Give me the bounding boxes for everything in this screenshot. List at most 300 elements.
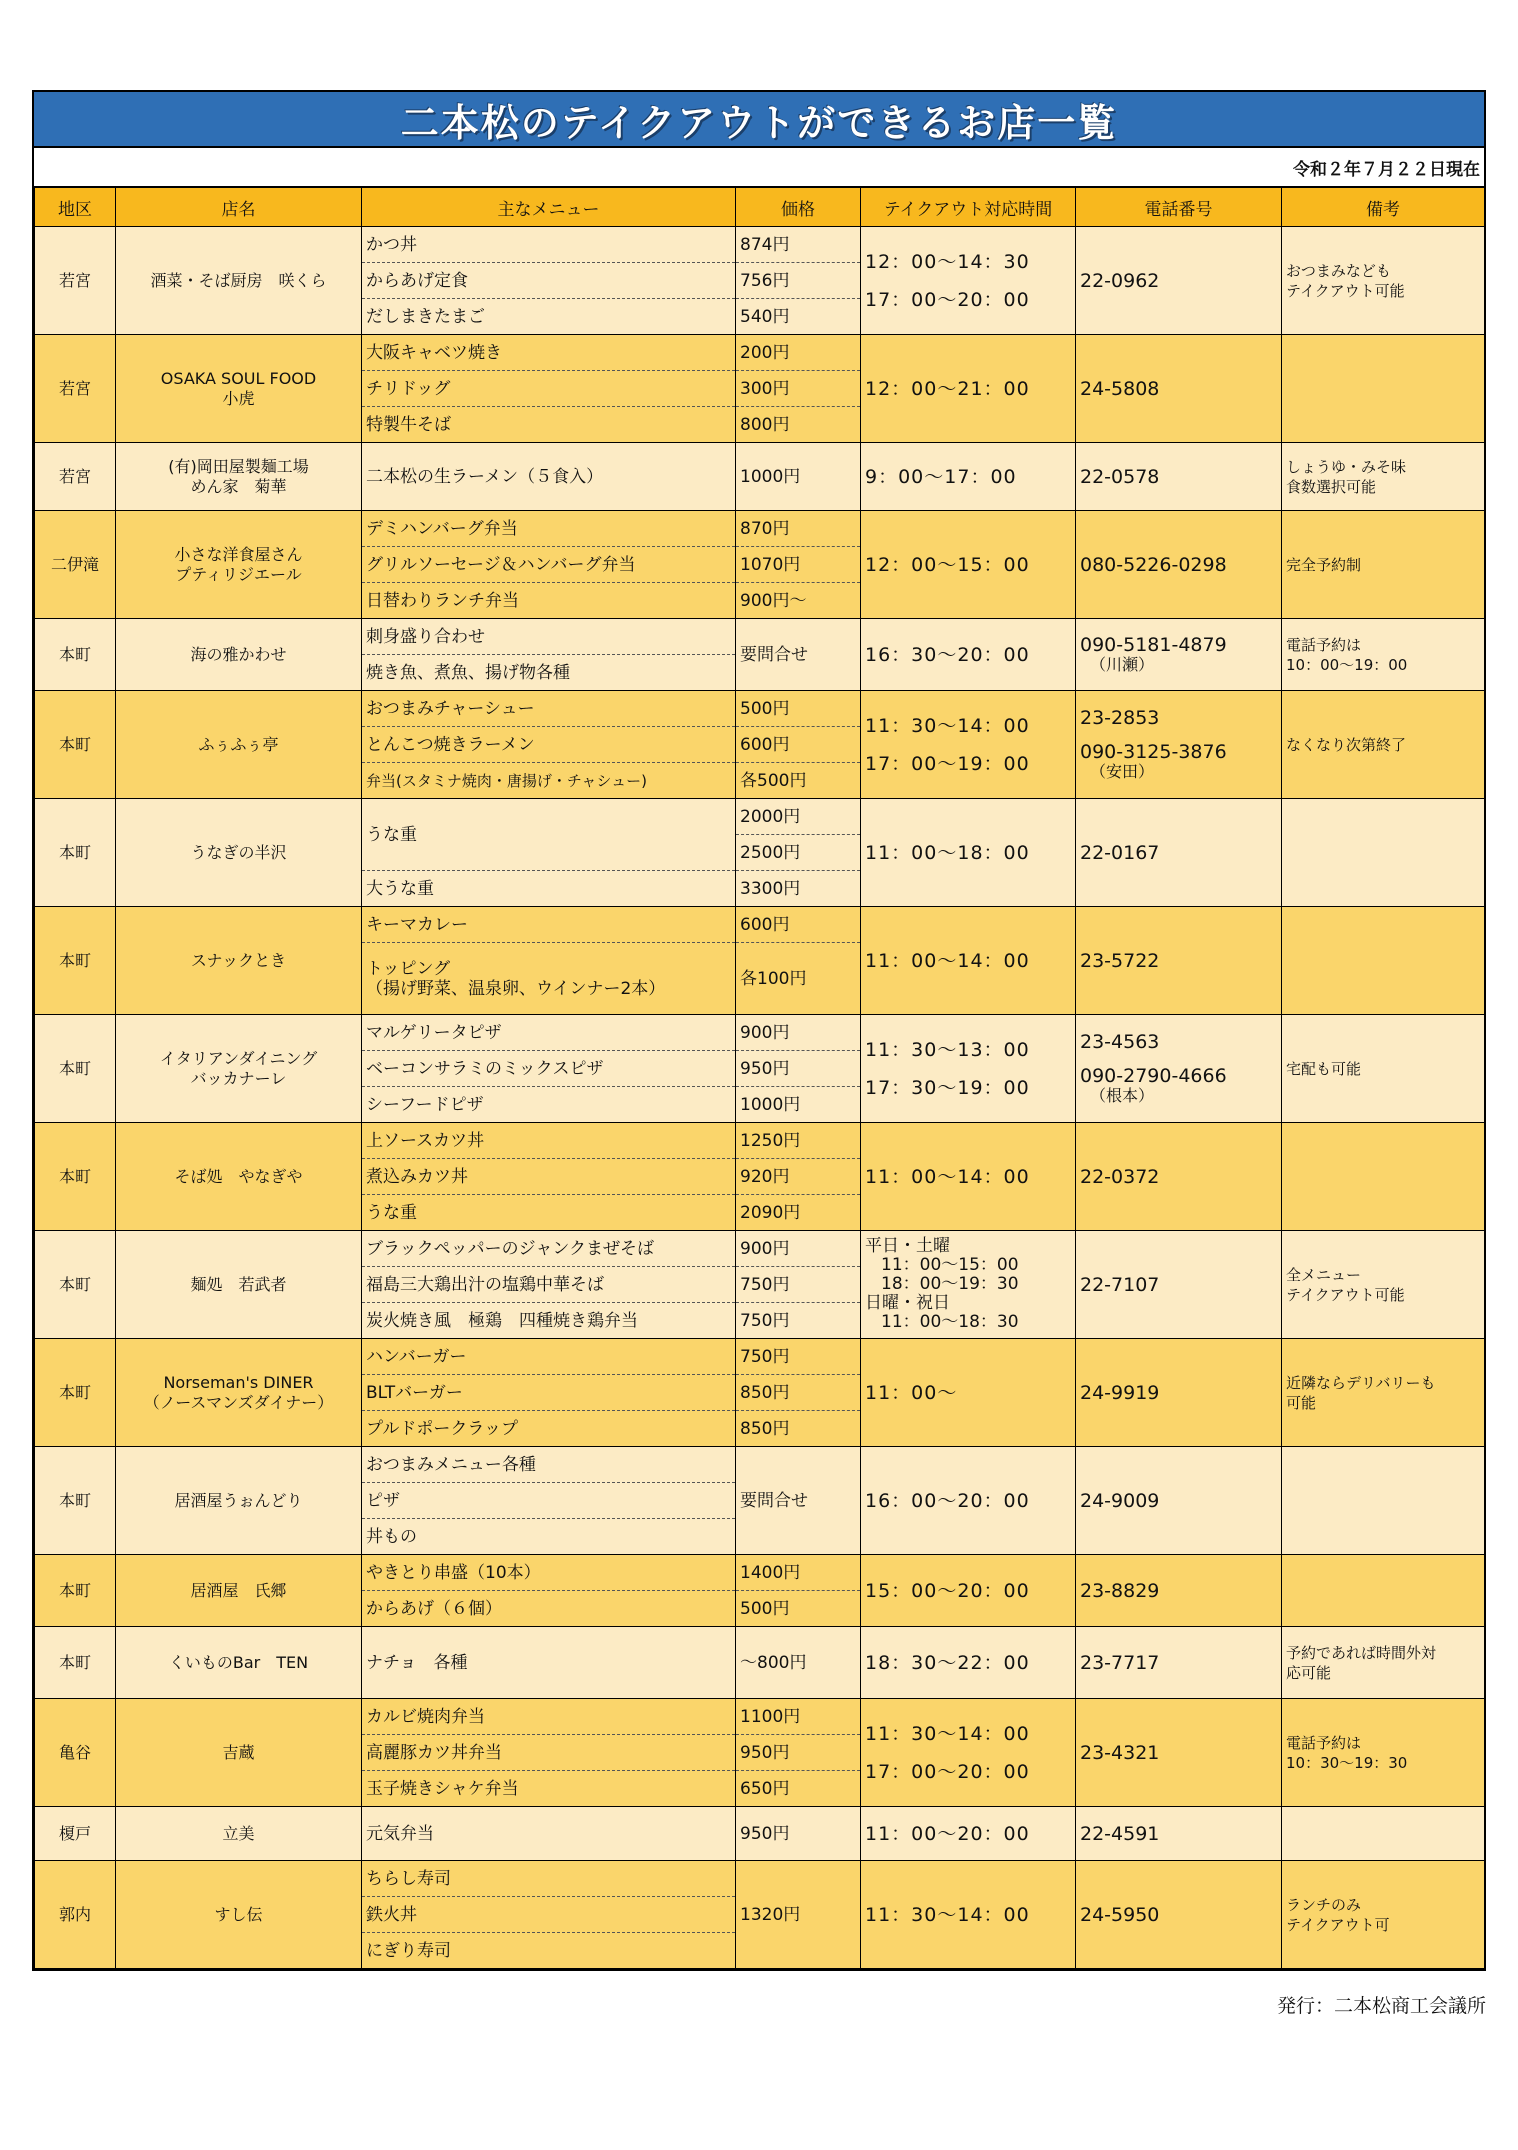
menu-item: ちらし寿司 (362, 1861, 736, 1897)
menu-item: からあげ定食 (362, 263, 736, 299)
notes-line: 全メニュー (1286, 1265, 1362, 1284)
phone-cell (1076, 1339, 1282, 1447)
hours-cell (861, 1627, 1076, 1699)
price-cell: ～800円 (736, 1627, 861, 1699)
shop-name-line: Norseman's DINER (163, 1372, 314, 1392)
shop-group (35, 335, 1485, 443)
menu-item: キーマカレー (362, 907, 736, 943)
shop-name-line: 小さな洋食屋さん (174, 544, 303, 564)
table-row (35, 799, 1485, 835)
area-cell: 本町 (35, 1123, 116, 1231)
table-row (35, 1447, 1485, 1483)
hours-line: 11：30～14：00 (865, 1903, 1030, 1926)
price-cell: 900円 (736, 1231, 861, 1267)
shop-name-line: ふぅふぅ亭 (198, 734, 279, 754)
header-shop-name: 店名 (116, 188, 362, 227)
date-row (34, 148, 1484, 187)
table-row (35, 691, 1485, 727)
notes-line: 電話予約は (1286, 1733, 1362, 1752)
shop-name-line: 麺処 若武者 (190, 1274, 287, 1294)
shop-name-cell (116, 1015, 362, 1123)
phone-cell (1076, 907, 1282, 1015)
area-cell: 若宮 (35, 443, 116, 511)
phone-line: 23-4321 (1080, 1741, 1160, 1764)
price-cell: 3300円 (736, 871, 861, 907)
phone-line: 23-7717 (1080, 1651, 1160, 1674)
menu-item: シーフードピザ (362, 1087, 736, 1123)
shop-name-line: くいものBar TEN (168, 1652, 309, 1672)
table-row (35, 443, 1485, 511)
table-row (35, 1123, 1485, 1159)
hours-cell (861, 1807, 1076, 1861)
phone-line: 23-2853 (1080, 706, 1160, 729)
hours-cell (861, 907, 1076, 1015)
phone-cell (1076, 1555, 1282, 1627)
notes-cell (1282, 443, 1485, 511)
hours-line: 9：00～17：00 (865, 465, 1017, 488)
hours-cell (861, 1447, 1076, 1555)
table-row (35, 227, 1485, 263)
price-cell: 920円 (736, 1159, 861, 1195)
phone-line: 24-9919 (1080, 1381, 1160, 1404)
title-text: 二本松のテイクアウトができるお店一覧 (400, 100, 1118, 145)
menu-item: 二本松の生ラーメン（５食入） (362, 443, 736, 511)
hours-line: 16：00～20：00 (865, 1489, 1030, 1512)
phone-cell (1076, 799, 1282, 907)
table-row (35, 511, 1485, 547)
hours-cell (861, 1861, 1076, 1969)
phone-line: 24-5950 (1080, 1903, 1160, 1926)
price-cell: 850円 (736, 1375, 861, 1411)
notes-cell (1282, 619, 1485, 691)
table-row (35, 1015, 1485, 1051)
menu-item: 玉子焼きシャケ弁当 (362, 1771, 736, 1807)
table-row (35, 1627, 1485, 1699)
table-row (35, 1555, 1485, 1591)
notes-cell (1282, 1699, 1485, 1807)
hours-cell (861, 691, 1076, 799)
shop-name-line: 酒菜・そば厨房 咲くら (150, 270, 327, 290)
notes-cell (1282, 1447, 1485, 1555)
phone-line: 22-0962 (1080, 269, 1160, 292)
shop-group (35, 1861, 1485, 1969)
menu-item: ピザ (362, 1483, 736, 1519)
notes-cell (1282, 907, 1485, 1015)
notes-cell (1282, 1861, 1485, 1969)
area-cell: 亀谷 (35, 1699, 116, 1807)
phone-cell (1076, 1807, 1282, 1861)
menu-item: ベーコンサラミのミックスピザ (362, 1051, 736, 1087)
hours-line: 15：00～20：00 (865, 1579, 1030, 1602)
hours-line: 11：00～ (865, 1381, 958, 1404)
notes-line: 宅配も可能 (1286, 1059, 1362, 1078)
phone-line: （川瀬） (1090, 654, 1155, 674)
hours-line: 17：30～19：00 (865, 1076, 1030, 1099)
shop-name-line: 海の雅かわせ (190, 644, 287, 664)
shop-group (35, 1627, 1485, 1699)
phone-line: （安田） (1090, 761, 1155, 781)
notes-line: テイクアウト可能 (1286, 281, 1405, 300)
menu-item: だしまきたまご (362, 299, 736, 335)
shop-name-line: イタリアンダイニング (159, 1048, 318, 1068)
phone-cell (1076, 1447, 1282, 1555)
area-cell: 二伊滝 (35, 511, 116, 619)
shop-name-line: めん家 菊華 (190, 476, 287, 496)
menu-item: 刺身盛り合わせ (362, 619, 736, 655)
menu-item: 大うな重 (362, 871, 736, 907)
price-cell: 300円 (736, 371, 861, 407)
phone-cell (1076, 1861, 1282, 1969)
header-row (35, 188, 1485, 227)
shop-name-cell (116, 443, 362, 511)
price-cell: 1000円 (736, 1087, 861, 1123)
hours-cell (861, 335, 1076, 443)
notes-cell (1282, 511, 1485, 619)
notes-cell (1282, 1555, 1485, 1627)
price-cell: 要問合せ (736, 1447, 861, 1555)
hours-line: 11：00～15：00 (881, 1255, 1019, 1275)
shop-name-cell (116, 335, 362, 443)
menu-item: 鉄火丼 (362, 1897, 736, 1933)
phone-cell (1076, 227, 1282, 335)
menu-item: 煮込みカツ丼 (362, 1159, 736, 1195)
shop-name-cell (116, 1699, 362, 1807)
shop-name-line: スナックとき (190, 950, 287, 970)
price-cell: 850円 (736, 1411, 861, 1447)
area-cell: 本町 (35, 1231, 116, 1339)
menu-item: からあげ（６個） (362, 1591, 736, 1627)
phone-line: 23-8829 (1080, 1579, 1160, 1602)
notes-cell (1282, 335, 1485, 443)
area-cell: 本町 (35, 1015, 116, 1123)
table-row (35, 1231, 1485, 1267)
table-row (35, 907, 1485, 943)
shop-name-line: (有)岡田屋製麺工場 (168, 456, 309, 476)
phone-line: 22-0372 (1080, 1165, 1160, 1188)
shop-name-line: そば処 やなぎや (174, 1166, 303, 1186)
price-cell: 800円 (736, 407, 861, 443)
price-cell: 1320円 (736, 1861, 861, 1969)
menu-item: 丼もの (362, 1519, 736, 1555)
phone-line: 080-5226-0298 (1080, 553, 1227, 576)
header-phone: 電話番号 (1076, 188, 1282, 227)
price-cell: 1000円 (736, 443, 861, 511)
menu-item: うな重 (362, 1195, 736, 1231)
shop-name-cell (116, 691, 362, 799)
menu-item: かつ丼 (362, 227, 736, 263)
notes-line: 10：00～19：00 (1286, 655, 1408, 674)
menu-item (362, 943, 736, 1015)
menu-item: マルゲリータピザ (362, 1015, 736, 1051)
phone-line: 24-9009 (1080, 1489, 1160, 1512)
menu-item: 元気弁当 (362, 1807, 736, 1861)
header-hours: テイクアウト対応時間 (861, 188, 1076, 227)
hours-cell (861, 799, 1076, 907)
hours-cell (861, 227, 1076, 335)
shop-group (35, 1015, 1485, 1123)
price-cell: 1250円 (736, 1123, 861, 1159)
phone-line: 23-4563 (1080, 1030, 1160, 1053)
phone-line: 22-0167 (1080, 841, 1160, 864)
hours-line: 18：30～22：00 (865, 1651, 1030, 1674)
menu-item-line: （揚げ野菜、温泉卵、ウインナー2本） (366, 978, 666, 999)
shop-name-line: プティリジエール (175, 564, 302, 584)
price-cell: 200円 (736, 335, 861, 371)
notes-cell (1282, 227, 1485, 335)
hours-cell (861, 1555, 1076, 1627)
hours-line: 18：00～19：30 (881, 1274, 1019, 1294)
area-cell: 本町 (35, 1627, 116, 1699)
shop-name-line: すし伝 (214, 1904, 263, 1924)
price-cell: 500円 (736, 1591, 861, 1627)
shop-name-cell (116, 1447, 362, 1555)
phone-cell (1076, 1627, 1282, 1699)
table-row (35, 1339, 1485, 1375)
menu-item: やきとり串盛（10本） (362, 1555, 736, 1591)
shop-name-cell (116, 1861, 362, 1969)
shop-name-cell (116, 1555, 362, 1627)
hours-line: 11：30～13：00 (865, 1038, 1030, 1061)
price-cell: 要問合せ (736, 619, 861, 691)
shop-group (35, 1699, 1485, 1807)
hours-line: 16：30～20：00 (865, 643, 1030, 666)
price-cell: 500円 (736, 691, 861, 727)
notes-line: テイクアウト可能 (1286, 1285, 1405, 1304)
menu-item: プルドポークラップ (362, 1411, 736, 1447)
price-cell: 950円 (736, 1051, 861, 1087)
area-cell: 本町 (35, 907, 116, 1015)
table-row (35, 335, 1485, 371)
hours-cell (861, 1699, 1076, 1807)
shop-group (35, 443, 1485, 511)
hours-cell (861, 1015, 1076, 1123)
notes-cell (1282, 1339, 1485, 1447)
menu-item: デミハンバーグ弁当 (362, 511, 736, 547)
phone-cell (1076, 511, 1282, 619)
phone-cell (1076, 1231, 1282, 1339)
shop-table (34, 187, 1485, 1969)
shop-name-cell (116, 1123, 362, 1231)
hours-cell (861, 1339, 1076, 1447)
notes-line: 完全予約制 (1286, 555, 1362, 574)
notes-line: 応可能 (1286, 1663, 1332, 1682)
price-cell: 各100円 (736, 943, 861, 1015)
header-price: 価格 (736, 188, 861, 227)
area-cell: 本町 (35, 619, 116, 691)
as-of-date: 令和２年７月２２日現在 (1293, 159, 1480, 180)
hours-line: 11：00～14：00 (865, 1165, 1030, 1188)
shop-group (35, 1231, 1485, 1339)
notes-line: テイクアウト可 (1286, 1915, 1390, 1934)
hours-cell (861, 619, 1076, 691)
menu-item: うな重 (362, 799, 736, 871)
hours-cell (861, 511, 1076, 619)
phone-cell (1076, 1699, 1282, 1807)
hours-line: 11：30～14：00 (865, 1722, 1030, 1745)
notes-line: なくなり次第終了 (1286, 735, 1407, 754)
hours-cell (861, 443, 1076, 511)
menu-item: おつまみメニュー各種 (362, 1447, 736, 1483)
price-cell: 900円 (736, 1015, 861, 1051)
hours-line: 17：00～19：00 (865, 752, 1030, 775)
notes-cell (1282, 1123, 1485, 1231)
price-cell: 各500円 (736, 763, 861, 799)
table-row (35, 619, 1485, 655)
menu-item: 特製牛そば (362, 407, 736, 443)
shop-group (35, 1807, 1485, 1861)
phone-cell (1076, 619, 1282, 691)
price-cell: 870円 (736, 511, 861, 547)
menu-item: 高麗豚カツ丼弁当 (362, 1735, 736, 1771)
shop-name-line: うなぎの半沢 (190, 842, 287, 862)
price-cell: 756円 (736, 263, 861, 299)
header-notes: 備考 (1282, 188, 1485, 227)
notes-line: しょうゆ・みそ味 (1286, 457, 1407, 476)
header-area: 地区 (35, 188, 116, 227)
table-row (35, 1861, 1485, 1897)
hours-line: 12：00～21：00 (865, 377, 1030, 400)
menu-item: グリルソーセージ＆ハンバーグ弁当 (362, 547, 736, 583)
hours-line: 11：00～18：00 (865, 841, 1030, 864)
publisher: 発行：二本松商工会議所 (1276, 1995, 1486, 2017)
notes-line: 近隣ならデリバリーも (1286, 1373, 1436, 1392)
shop-name-cell (116, 1231, 362, 1339)
hours-line: 平日・土曜 (865, 1236, 950, 1256)
hours-cell (861, 1231, 1076, 1339)
menu-item: とんこつ焼きラーメン (362, 727, 736, 763)
area-cell: 榎戸 (35, 1807, 116, 1861)
notes-cell (1282, 1015, 1485, 1123)
area-cell: 本町 (35, 1447, 116, 1555)
shop-name-cell (116, 799, 362, 907)
shop-group (35, 511, 1485, 619)
hours-cell (861, 1123, 1076, 1231)
shop-group (35, 907, 1485, 1015)
shop-name-cell (116, 1807, 362, 1861)
menu-item: ブラックペッパーのジャンクまぜそば (362, 1231, 736, 1267)
phone-cell (1076, 1015, 1282, 1123)
price-cell: 2500円 (736, 835, 861, 871)
phone-line: 090-3125-3876 (1080, 740, 1227, 763)
hours-line: 11：00～14：00 (865, 949, 1030, 972)
area-cell: 若宮 (35, 335, 116, 443)
notes-line: 可能 (1286, 1393, 1317, 1412)
shop-name-line: バッカナーレ (190, 1068, 287, 1088)
area-cell: 若宮 (35, 227, 116, 335)
phone-line: 090-2790-4666 (1080, 1064, 1227, 1087)
hours-line: 11：00～20：00 (865, 1822, 1030, 1845)
notes-line: ランチのみ (1286, 1895, 1362, 1914)
menu-item: 日替わりランチ弁当 (362, 583, 736, 619)
price-cell: 750円 (736, 1303, 861, 1339)
price-cell: 874円 (736, 227, 861, 263)
menu-item: ナチョ 各種 (362, 1627, 736, 1699)
shop-group (35, 691, 1485, 799)
price-cell: 2090円 (736, 1195, 861, 1231)
shop-group (35, 1123, 1485, 1231)
price-cell: 750円 (736, 1339, 861, 1375)
menu-item-line: トッピング (366, 958, 451, 979)
shop-name-line: 立美 (222, 1823, 255, 1843)
shop-group (35, 799, 1485, 907)
menu-item: 焼き魚、煮魚、揚げ物各種 (362, 655, 736, 691)
hours-line: 11：00～18：30 (881, 1312, 1019, 1332)
phone-line: 090-5181-4879 (1080, 633, 1227, 656)
notes-cell (1282, 691, 1485, 799)
shop-name-line: OSAKA SOUL FOOD (160, 368, 317, 388)
phone-line: 23-5722 (1080, 949, 1160, 972)
shop-name-cell (116, 1339, 362, 1447)
phone-cell (1076, 1123, 1282, 1231)
notes-line: 予約であれば時間外対 (1286, 1643, 1437, 1662)
phone-line: 22-7107 (1080, 1273, 1160, 1296)
price-cell: 750円 (736, 1267, 861, 1303)
area-cell: 本町 (35, 691, 116, 799)
notes-cell (1282, 1807, 1485, 1861)
notes-cell (1282, 799, 1485, 907)
hours-line: 12：00～14：30 (865, 250, 1030, 273)
menu-item: 上ソースカツ丼 (362, 1123, 736, 1159)
shop-group (35, 1339, 1485, 1447)
area-cell: 郭内 (35, 1861, 116, 1969)
shop-name-line: （ノースマンズダイナー） (143, 1392, 334, 1412)
shop-name-cell (116, 227, 362, 335)
table-row (35, 1699, 1485, 1735)
phone-cell (1076, 443, 1282, 511)
takeout-list-sheet (32, 90, 1486, 1971)
phone-cell (1076, 335, 1282, 443)
price-cell: 600円 (736, 907, 861, 943)
notes-line: 食数選択可能 (1286, 477, 1377, 496)
price-cell: 1400円 (736, 1555, 861, 1591)
table-row (35, 1807, 1485, 1861)
notes-line: 10：30～19：30 (1286, 1753, 1408, 1772)
notes-line: 電話予約は (1286, 635, 1362, 654)
menu-item: チリドッグ (362, 371, 736, 407)
shop-name-line: 居酒屋うぉんどり (174, 1490, 303, 1510)
hours-line: 17：00～20：00 (865, 1760, 1030, 1783)
menu-item: 福島三大鶏出汁の塩鶏中華そば (362, 1267, 736, 1303)
phone-line: 22-0578 (1080, 465, 1160, 488)
area-cell: 本町 (35, 1339, 116, 1447)
shop-group (35, 227, 1485, 335)
shop-name-cell (116, 1627, 362, 1699)
menu-item: 炭火焼き風 極鶏 四種焼き鶏弁当 (362, 1303, 736, 1339)
price-cell: 2000円 (736, 799, 861, 835)
shop-group (35, 1555, 1485, 1627)
shop-name-cell (116, 619, 362, 691)
price-cell: 650円 (736, 1771, 861, 1807)
phone-line: 24-5808 (1080, 377, 1160, 400)
price-cell: 900円～ (736, 583, 861, 619)
price-cell: 600円 (736, 727, 861, 763)
shop-group (35, 1447, 1485, 1555)
menu-item: 弁当(スタミナ焼肉・唐揚げ・チャシュー) (362, 763, 736, 799)
price-cell: 950円 (736, 1807, 861, 1861)
page-title (34, 92, 1484, 148)
menu-item: にぎり寿司 (362, 1933, 736, 1969)
hours-line: 日曜・祝日 (865, 1293, 950, 1313)
notes-line: おつまみなども (1286, 261, 1391, 280)
hours-line: 12：00～15：00 (865, 553, 1030, 576)
header-menu: 主なメニュー (362, 188, 736, 227)
shop-name-cell (116, 907, 362, 1015)
area-cell: 本町 (35, 799, 116, 907)
phone-line: 22-4591 (1080, 1822, 1160, 1845)
phone-line: （根本） (1090, 1085, 1155, 1105)
menu-item: おつまみチャーシュー (362, 691, 736, 727)
menu-item: BLTバーガー (362, 1375, 736, 1411)
